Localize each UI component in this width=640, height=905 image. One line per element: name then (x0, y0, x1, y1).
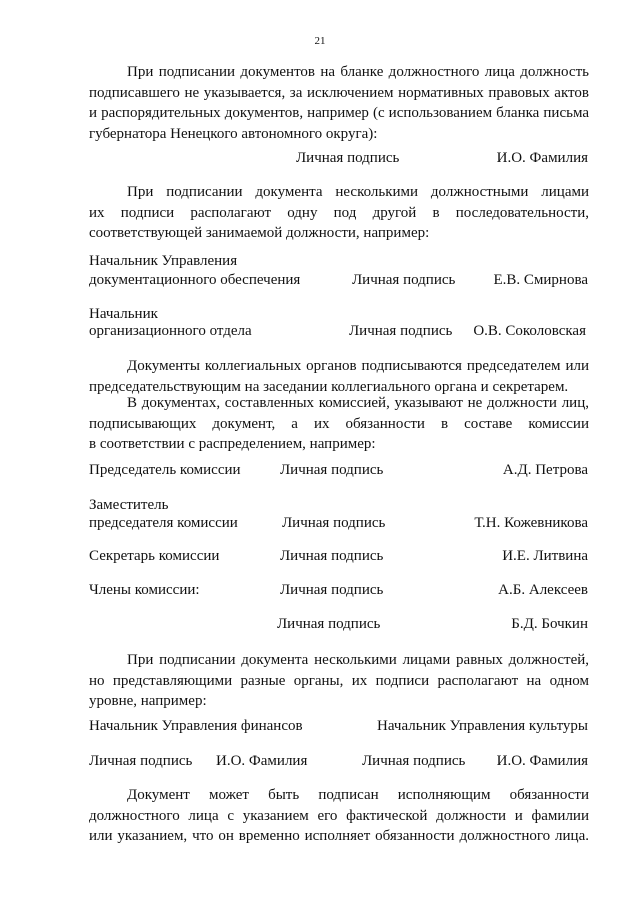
signer-name: О.В. Соколовская (473, 323, 586, 339)
commission-role: Члены комиссии: (89, 582, 200, 598)
signer-position: организационного отдела (89, 323, 252, 339)
signature-placeholder: Личная подпись (89, 753, 193, 769)
paragraph-line: губернатора Ненецкого автономного округа): (89, 125, 378, 142)
paragraph-line: или указанием, что он временно исполняет обязанности должностного лица. (89, 828, 589, 844)
signature-placeholder: Личная подпись (280, 548, 384, 564)
signature-placeholder: Личная подпись (352, 272, 456, 288)
paragraph-line: Документы коллегиальных органов подписываются председателем или (127, 358, 589, 374)
signature-placeholder: Личная подпись (296, 150, 400, 166)
signature-placeholder: Личная подпись (282, 515, 386, 531)
paragraph-line: Документ может быть подписан исполняющим обязанности (127, 787, 589, 803)
signer-position: Начальник (89, 306, 158, 322)
signature-placeholder: Личная подпись (280, 462, 384, 478)
page-number: 21 (314, 35, 326, 47)
signer-name: И.Е. Литвина (502, 548, 588, 564)
paragraph-commission-documents (89, 393, 589, 455)
signer-name: Б.Д. Бочкин (511, 616, 588, 632)
paragraph-line: в соответствии с распределением, например: (89, 436, 376, 452)
signer-position: документационного обеспечения (89, 272, 301, 288)
paragraph-line: При подписании документа несколькими должностными лицами (127, 184, 589, 200)
commission-role: председателя комиссии (89, 515, 238, 531)
signer-name: И.О. Фамилия (496, 150, 588, 166)
paragraph-acting-official (89, 785, 589, 847)
paragraph-line: подписывающих документ, а их обязанности в составе комиссии (89, 415, 589, 432)
signer-name: И.О. Фамилия (496, 753, 588, 769)
signer-name: И.О. Фамилия (216, 753, 308, 769)
signer-name: А.Д. Петрова (502, 462, 588, 478)
paragraph-line: В документах, составленных комиссией, указывают не должности лиц, (127, 395, 589, 411)
paragraph-line: соответствующей занимаемой должности, например: (89, 225, 430, 241)
signer-name: А.Б. Алексеев (498, 582, 588, 598)
signer-name: Т.Н. Кожевникова (474, 515, 588, 531)
signature-placeholder: Личная подпись (280, 582, 384, 598)
signature-placeholder: Личная подпись (349, 323, 453, 339)
signer-position: Начальник Управления финансов (89, 718, 303, 734)
paragraph-line: подписавшего не указывается, за исключением нормативных правовых актов (89, 84, 589, 101)
paragraph-line: должностного лица с указанием его фактической должности и фамилии (89, 807, 589, 824)
paragraph-multiple-signers (89, 182, 589, 244)
paragraph-line: их подписи располагают одну под другой в последовательности, (89, 204, 589, 221)
paragraph-signing-on-official-letterhead (89, 62, 589, 144)
signer-name: Е.В. Смирнова (493, 272, 588, 288)
commission-role: Председатель комиссии (89, 462, 241, 478)
paragraph-line: председательствующим на заседании коллегиального органа и секретарем. (89, 378, 569, 395)
paragraph-equal-positions (89, 650, 589, 712)
paragraph-line: При подписании документов на бланке должностного лица должность (127, 64, 589, 80)
signer-position: Начальник Управления (89, 253, 238, 269)
commission-role: Заместитель (89, 497, 169, 513)
paragraph-line: но представляющими разные органы, их подписи располагают на одном (89, 672, 589, 689)
signer-position: Начальник Управления культуры (377, 718, 588, 734)
paragraph-collegial-bodies (89, 356, 589, 397)
paragraph-line: уровне, например: (89, 693, 207, 709)
paragraph-line: и распорядительных документов, например (с использованием бланка письма (89, 105, 589, 121)
signature-placeholder: Личная подпись (277, 616, 381, 632)
signature-placeholder: Личная подпись (362, 753, 466, 769)
paragraph-line: При подписании документа несколькими лицами равных должностей, (127, 652, 589, 668)
commission-role: Секретарь комиссии (89, 548, 220, 564)
